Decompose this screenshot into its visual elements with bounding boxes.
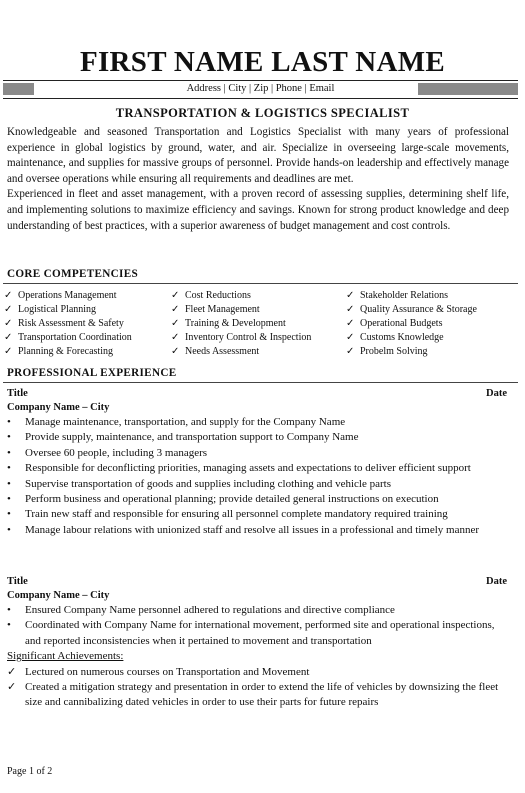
competency-item: ✓ Fleet Management [171, 303, 260, 315]
summary-section [7, 125, 509, 234]
list-item: • Manage labour relations with unionized staff and resolve all issues in a professional and timely manner [7, 523, 507, 538]
bullet-icon: • [7, 619, 11, 632]
bullet-icon: • [7, 416, 11, 428]
checkmark-icon: ✓ [4, 345, 13, 357]
job-title: Title [7, 576, 28, 587]
competency-item: ✓ Cost Reductions [171, 290, 251, 301]
competency-column-2 [171, 289, 311, 359]
checkmark-icon: ✓ [346, 331, 355, 343]
competency-item: ✓ Quality Assurance & Storage [346, 303, 477, 315]
contact-bar [3, 82, 518, 96]
checkmark-icon: ✓ [171, 331, 180, 343]
achievement-list [7, 665, 507, 711]
checkmark-icon: ✓ [346, 345, 355, 357]
core-competencies-title: CORE COMPETENCIES [7, 268, 138, 280]
competency-item: ✓ Stakeholder Relations [346, 290, 449, 301]
job-title-row [7, 575, 507, 589]
summary-paragraph: Knowledgeable and seasoned Transportation and Logistics Specialist with many years of professional experience in global logistics by ground, water, and air. Specialize in overseeing large-scale movements, maintenance, and supplies for massive groups of personnel. Provide hands-on leadership and effectively manage and oversee operations while ensuring all requirements and deadlines are met. [7, 126, 509, 185]
checkmark-icon: ✓ [346, 317, 355, 329]
job-date: Date [486, 576, 507, 587]
checkmark-icon: ✓ [346, 303, 355, 315]
job-date: Date [486, 388, 507, 399]
header-rule-top [3, 80, 518, 81]
list-item: ✓ Created a mitigation strategy and presentation in order to extend the life of vehicles by downsizing the fleet size and cannibalizing dated vehicles in order to use their parts for future repairs [7, 681, 499, 709]
competency-item: ✓ Customs Knowledge [346, 331, 444, 343]
competency-item: ✓ Operational Budgets [346, 317, 443, 329]
checkmark-icon: ✓ [4, 303, 13, 315]
list-item: • Ensured Company Name personnel adhered to regulations and directive compliance [7, 603, 507, 618]
list-item: • Coordinated with Company Name for international movement, performed site and operational inspections, and reported inconsistencies when it pertained to movement and transportation [7, 619, 495, 647]
competency-column-1 [4, 289, 132, 359]
competency-item: ✓ Needs Assessment [171, 345, 260, 357]
achievements-title: Significant Achievements: [7, 650, 124, 663]
list-item: • Manage maintenance, transportation, and supply for the Company Name [7, 415, 507, 430]
competency-item: ✓ Probelm Solving [346, 345, 428, 357]
checkmark-icon: ✓ [7, 665, 17, 678]
company-line: Company Name – City [7, 402, 110, 413]
competency-item: ✓ Planning & Forecasting [4, 345, 113, 357]
list-item: • Oversee 60 people, including 3 managers [7, 446, 507, 461]
competency-item: ✓ Logistical Planning [4, 303, 97, 315]
experience-title: PROFESSIONAL EXPERIENCE [7, 367, 177, 379]
checkmark-icon: ✓ [4, 317, 13, 329]
list-item: • Perform business and operational planning; provide detailed general instructions on execution [7, 492, 507, 507]
competency-column-3 [346, 289, 477, 359]
contact-line: Address | City | Zip | Phone | Email [186, 83, 335, 94]
bullet-icon: • [7, 477, 11, 490]
list-item: • Responsible for deconflicting priorities, managing assets and expectations to deliver efficient support [7, 461, 507, 476]
section-rule [3, 283, 518, 284]
list-item: • Supervise transportation of goods and supplies including clothing and vehicle parts [7, 477, 507, 492]
candidate-name: FIRST NAME LAST NAME [79, 46, 446, 78]
bullet-icon: • [7, 523, 11, 536]
header-rule-bottom [3, 98, 518, 99]
competency-item: ✓ Training & Development [171, 317, 286, 329]
checkmark-icon: ✓ [171, 303, 180, 315]
bullet-icon: • [7, 508, 11, 521]
section-rule [3, 382, 518, 383]
bullet-icon: • [7, 493, 11, 506]
checkmark-icon: ✓ [171, 290, 180, 301]
checkmark-icon: ✓ [346, 290, 355, 301]
job-entry [7, 575, 507, 711]
checkmark-icon: ✓ [171, 345, 180, 357]
job-bullets [7, 415, 507, 538]
competency-item: ✓ Inventory Control & Inspection [171, 331, 312, 343]
bullet-icon: • [7, 604, 11, 616]
company-line: Company Name – City [7, 590, 110, 601]
job-bullets [7, 603, 507, 649]
bullet-icon: • [7, 431, 11, 444]
list-item: • Provide supply, maintenance, and transportation support to Company Name [7, 430, 507, 445]
summary-paragraph: Experienced in fleet and asset management, with a proven record of assessing supplies, determining shelf life, and implementing solutions to maximize efficiency and savings. Known for strong product knowledge and deep understanding of best practices, with a superior awareness of budget management and cost controls. [7, 188, 509, 232]
job-entry [7, 387, 507, 538]
list-item: ✓ Lectured on numerous courses on Transportation and Movement [7, 665, 507, 680]
job-title-row [7, 387, 507, 401]
checkmark-icon: ✓ [4, 290, 13, 301]
checkmark-icon: ✓ [171, 317, 180, 329]
bullet-icon: • [7, 462, 11, 475]
list-item: • Train new staff and responsible for ensuring all personnel complete mandatory required training [7, 507, 507, 522]
page-number: Page 1 of 2 [7, 766, 53, 777]
bullet-icon: • [7, 446, 11, 459]
competency-item: ✓ Transportation Coordination [4, 331, 132, 343]
checkmark-icon: ✓ [7, 681, 17, 694]
checkmark-icon: ✓ [4, 331, 13, 343]
competency-item: ✓ Operations Management [4, 290, 117, 301]
job-title: Title [7, 388, 28, 399]
competency-item: ✓ Risk Assessment & Safety [4, 317, 124, 329]
professional-headline: TRANSPORTATION & LOGISTICS SPECIALIST [115, 106, 410, 120]
